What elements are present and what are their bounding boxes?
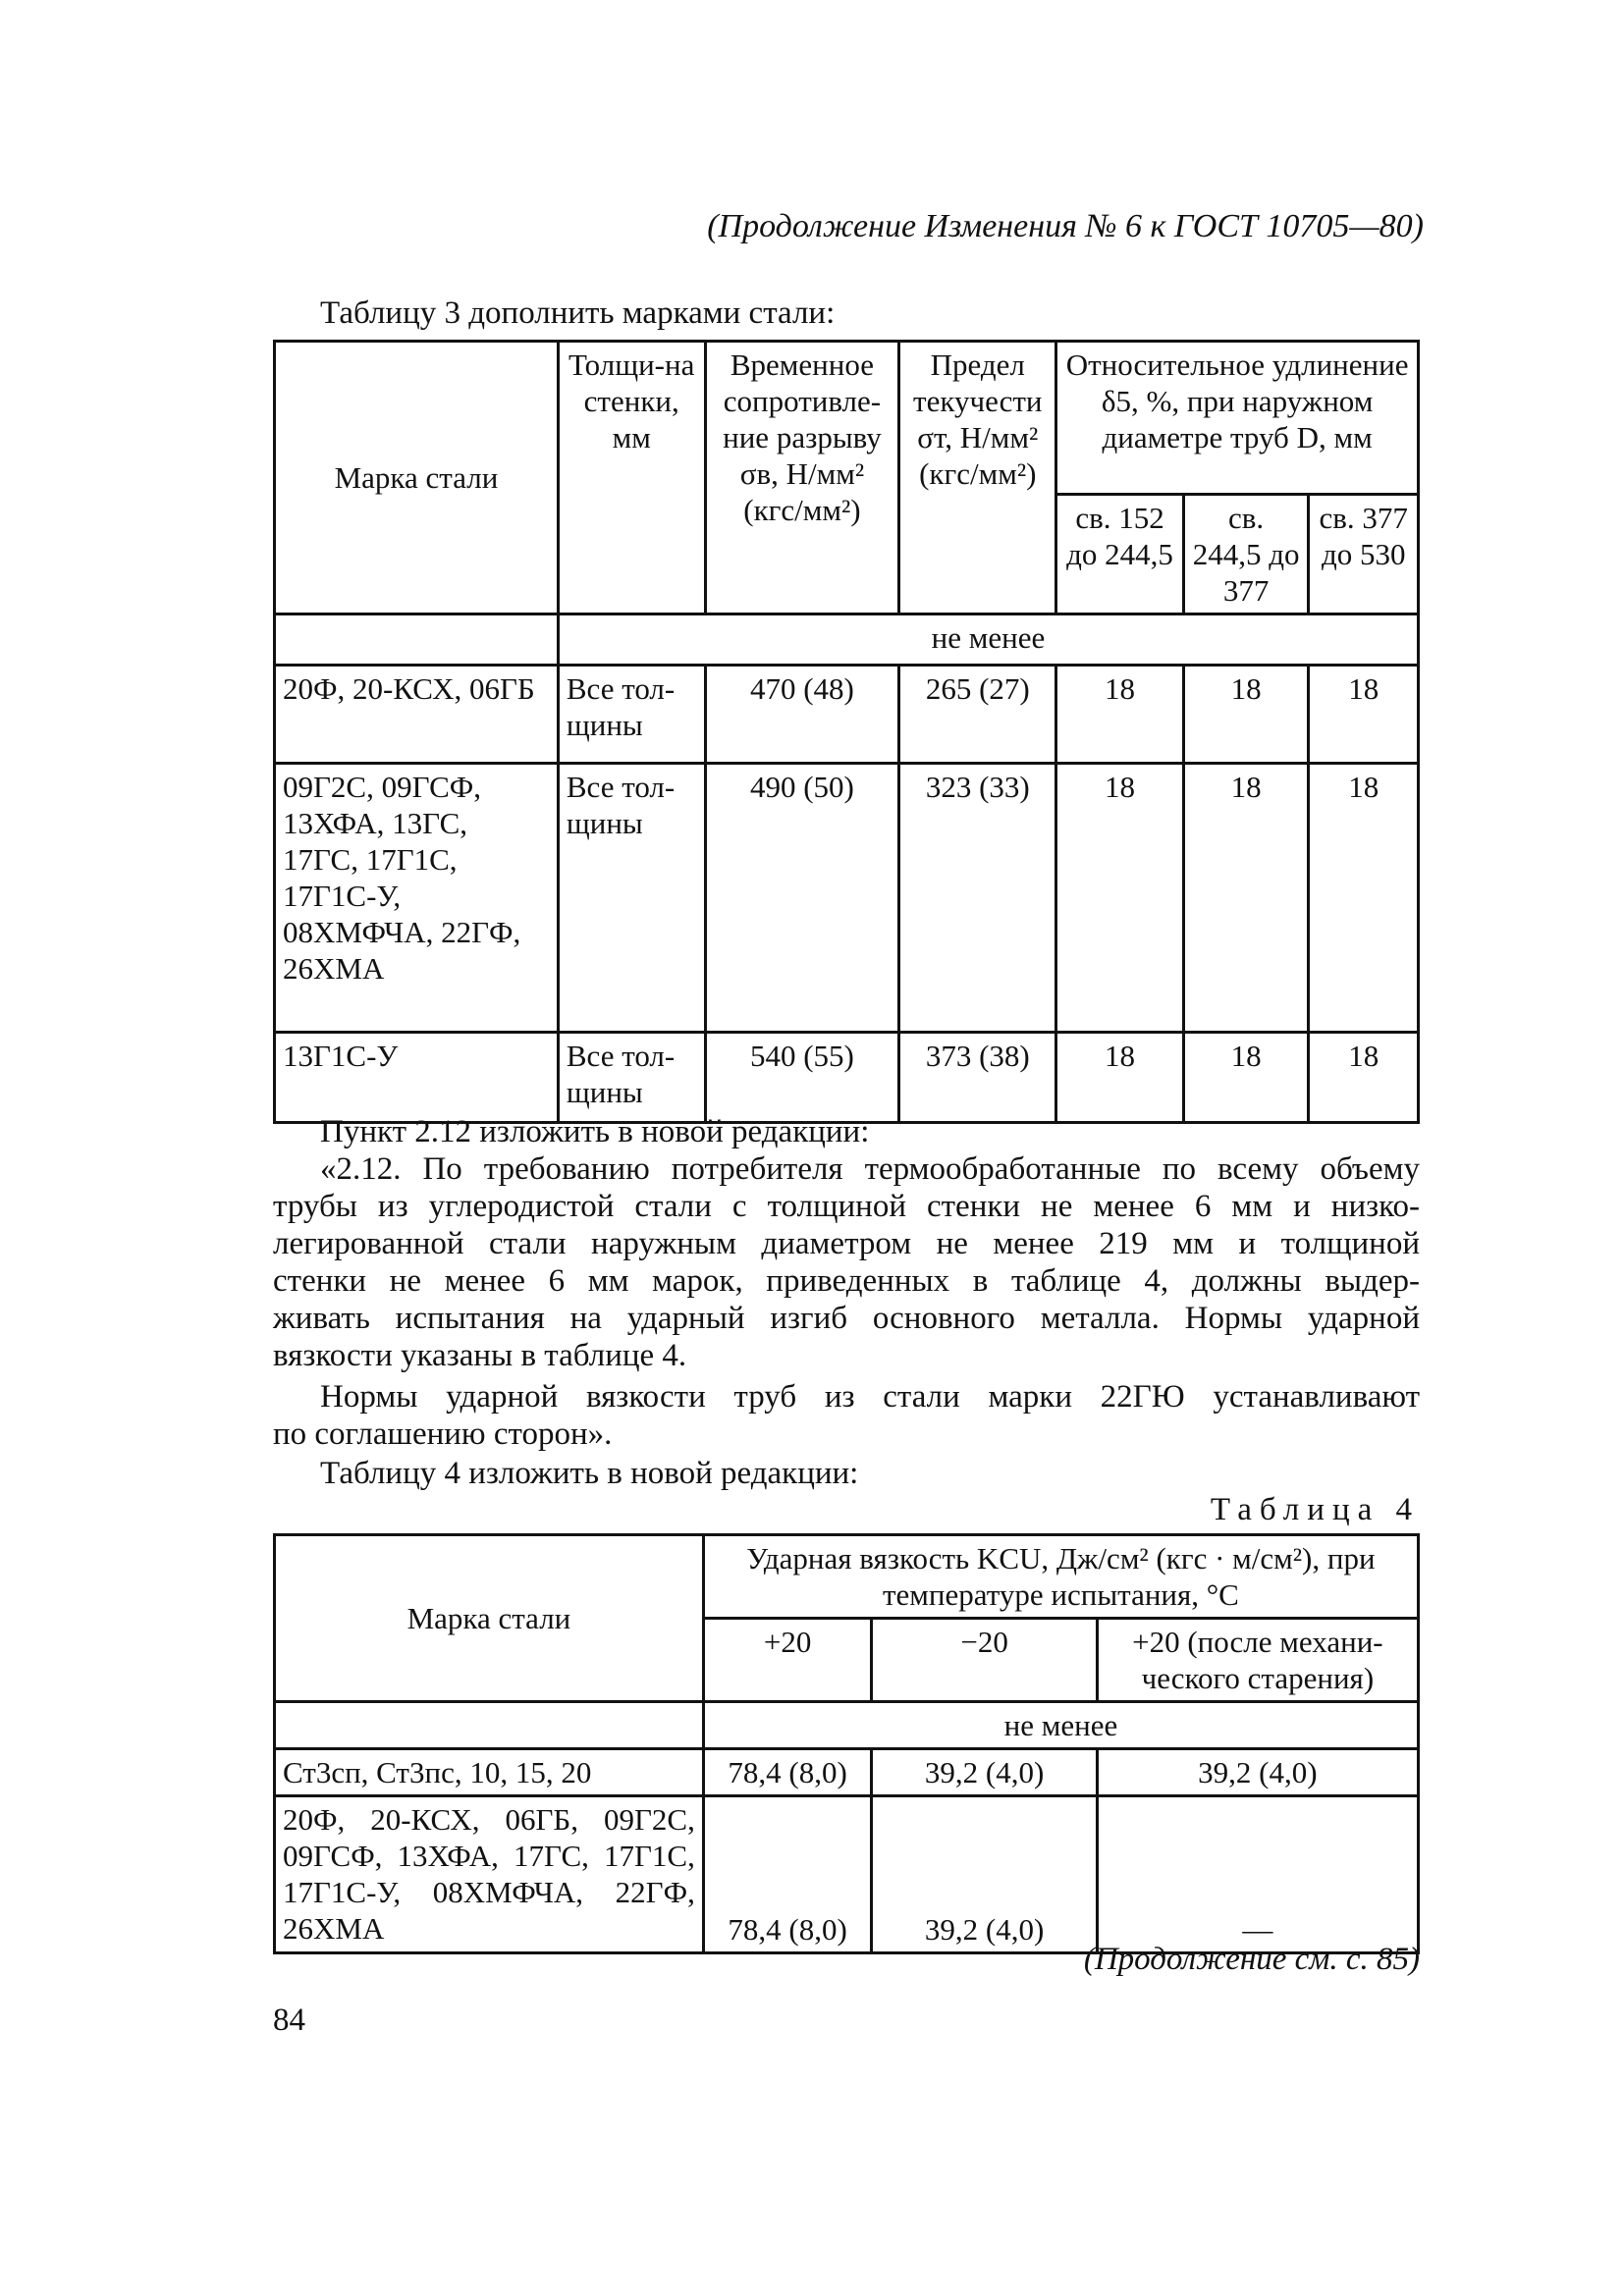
- t3-row1-yield: 265 (27): [899, 666, 1056, 764]
- t3-row3-d2: 18: [1183, 1033, 1309, 1123]
- para2-line6: вязкости указаны в таблице 4.: [273, 1338, 687, 1373]
- para3-line1: Нормы ударной вязкости труб из стали марки 22ГЮ устанавливают: [320, 1379, 1420, 1415]
- t3-row2-grade: 09Г2С, 09ГСФ, 13ХФА, 13ГС, 17ГС, 17Г1С, 17Г1С-У, 08ХМФЧА, 22ГФ, 26ХМА: [275, 764, 559, 1033]
- t3-row3-grade: 13Г1С-У: [275, 1033, 559, 1123]
- continuation-footer: (Продолжение см. с. 85): [1083, 1942, 1420, 1977]
- t3-row1-grade: 20Ф, 20-КСХ, 06ГБ: [275, 666, 559, 764]
- para2-line4: стенки не менее 6 мм марок, приведенных в таблице 4, должны выдер-: [273, 1263, 1420, 1299]
- table-row: [275, 666, 1419, 764]
- paragraph-item-2-12: Пункт 2.12 изложить в новой редакции:: [320, 1114, 870, 1149]
- t3-row3-yield: 373 (38): [899, 1033, 1056, 1123]
- t3-row2-d2: 18: [1183, 764, 1309, 1033]
- table4-intro: Таблицу 4 изложить в новой редакции:: [320, 1456, 859, 1491]
- table-3: [273, 340, 1420, 1124]
- table-row: [275, 764, 1419, 1033]
- t3-header-d1: св. 152 до 244,5: [1056, 495, 1184, 614]
- t3-row2-yield: 323 (33): [899, 764, 1056, 1033]
- t3-header-grade: Марка стали: [275, 342, 559, 614]
- t3-row1-tensile: 470 (48): [705, 666, 899, 764]
- t4-header-grade: Марка стали: [275, 1535, 704, 1702]
- t3-row1-d1: 18: [1056, 666, 1184, 764]
- table-row: [275, 1796, 1419, 1953]
- t4-grade-spacer: [275, 1702, 704, 1749]
- t3-row3-d3: 18: [1309, 1033, 1419, 1123]
- t3-row1-thickness: Все тол-щины: [558, 666, 705, 764]
- t4-header-impact: Ударная вязкость KCU, Дж/см² (кгс · м/см²), при температуре испытания, °С: [703, 1535, 1418, 1619]
- t4-row1-minus20: 39,2 (4,0): [872, 1749, 1097, 1796]
- t3-row2-d1: 18: [1056, 764, 1184, 1033]
- t3-header-d2: св. 244,5 до 377: [1183, 495, 1309, 614]
- t3-header-tensile: Временное сопротивле-ние разрыву σв, Н/мм² (кгс/мм²): [705, 342, 899, 614]
- para3-line2: по соглашению сторон».: [273, 1416, 613, 1452]
- t4-header-minus20: −20: [872, 1619, 1097, 1702]
- t4-row2-plus20: 78,4 (8,0): [703, 1796, 872, 1953]
- t4-row1-grade: Ст3сп, Ст3пс, 10, 15, 20: [275, 1749, 704, 1796]
- t3-row2-tensile: 490 (50): [705, 764, 899, 1033]
- table3-intro: Таблицу 3 дополнить марками стали:: [320, 295, 836, 331]
- t4-row1-plus20: 78,4 (8,0): [703, 1749, 872, 1796]
- t3-header-yield: Предел текучести σт, Н/мм² (кгс/мм²): [899, 342, 1056, 614]
- t4-row2-grade: 20Ф, 20-КСХ, 06ГБ, 09Г2С, 09ГСФ, 13ХФА, 17ГС, 17Г1С, 17Г1С-У, 08ХМФЧА, 22ГФ, 26ХМА: [275, 1796, 704, 1953]
- t3-row1-d2: 18: [1183, 666, 1309, 764]
- t3-header-elongation: Относительное удлинение δ5, %, при наружном диаметре труб D, мм: [1056, 342, 1419, 495]
- para2-line5: живать испытания на ударный изгиб основного металла. Нормы ударной: [273, 1301, 1420, 1336]
- para2-line2: трубы из углеродистой стали с толщиной стенки не менее 6 мм и низко-: [273, 1189, 1420, 1224]
- para2-line3: легированной стали наружным диаметром не менее 219 мм и толщиной: [273, 1226, 1420, 1261]
- t3-row3-tensile: 540 (55): [705, 1033, 899, 1123]
- table-row: [275, 1749, 1419, 1796]
- t3-row3-d1: 18: [1056, 1033, 1184, 1123]
- t4-row2-aged: —: [1097, 1796, 1418, 1953]
- table-row: [275, 1033, 1419, 1123]
- t4-not-less: не менее: [703, 1702, 1418, 1749]
- table-4: [273, 1533, 1420, 1954]
- para2-line1: «2.12. По требованию потребителя термообработанные по всему объему: [320, 1151, 1420, 1187]
- t3-header-d3: св. 377 до 530: [1309, 495, 1419, 614]
- t3-row2-d3: 18: [1309, 764, 1419, 1033]
- t3-row1-d3: 18: [1309, 666, 1419, 764]
- t4-row1-aged: 39,2 (4,0): [1097, 1749, 1418, 1796]
- t4-header-plus20: +20: [703, 1619, 872, 1702]
- t3-header-thickness: Толщи-на стенки, мм: [558, 342, 705, 614]
- continuation-header: (Продолжение Изменения № 6 к ГОСТ 10705—80): [707, 208, 1424, 244]
- t3-not-less: не менее: [558, 614, 1418, 666]
- t4-header-aged: +20 (после механи-ческого старения): [1097, 1619, 1418, 1702]
- table4-title: Таблица 4: [1210, 1492, 1420, 1527]
- t3-row2-thickness: Все тол-щины: [558, 764, 705, 1033]
- t4-row2-minus20: 39,2 (4,0): [872, 1796, 1097, 1953]
- t3-grade-spacer: [275, 614, 559, 666]
- t3-row3-thickness: Все тол-щины: [558, 1033, 705, 1123]
- page-number: 84: [273, 2002, 305, 2038]
